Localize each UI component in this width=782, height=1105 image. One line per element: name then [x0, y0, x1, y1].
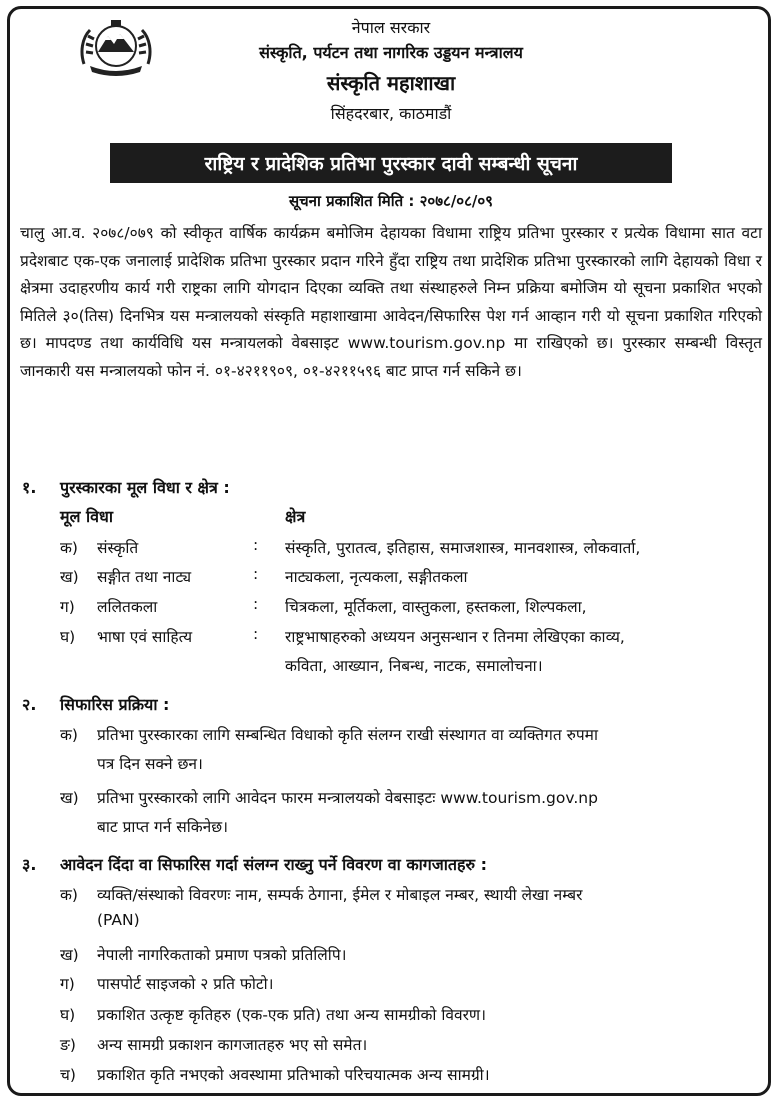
- row-field-continued: कविता, आख्यान, निबन्ध, नाटक, समालोचना।: [285, 657, 543, 675]
- section-number: १.: [22, 478, 37, 497]
- item-text: प्रतिभा पुरस्कारका लागि सम्बन्धित विधाको कृति संलग्न राखी संस्थागत वा व्यक्तिगत रुपमा: [97, 726, 598, 744]
- row-field: नाट्यकला, नृत्यकला, सङ्गीतकला: [285, 568, 468, 586]
- item-text: अन्य सामग्री प्रकाशन कागजातहरु भए सो समेत।: [97, 1036, 368, 1054]
- header-address: सिंहदरबार, काठमाडौं: [330, 104, 452, 123]
- header-ministry: संस्कृति, पर्यटन तथा नागरिक उड्डयन मन्त्रालय: [259, 43, 523, 62]
- row-key: ग): [60, 598, 75, 616]
- column-header-genre: मूल विधा: [60, 507, 114, 526]
- item-key: क): [60, 886, 78, 904]
- published-date: सूचना प्रकाशित मिति : २०७८/०८/०९: [289, 192, 493, 210]
- section-heading: आवेदन दिंदा वा सिफारिस गर्दा संलग्न राख्नु पर्ने विवरण वा कागजातहरु :: [60, 855, 487, 874]
- section-number: ३.: [22, 855, 37, 874]
- row-key: क): [60, 539, 78, 557]
- row-colon: :: [253, 595, 259, 613]
- item-text: व्यक्ति/संस्थाको विवरणः नाम, सम्पर्क ठेगाना, ईमेल र मोबाइल नम्बर, स्थायी लेखा नम्बर: [97, 886, 583, 904]
- row-colon: :: [253, 625, 259, 643]
- item-key: घ): [60, 1006, 76, 1024]
- row-genre: सङ्गीत तथा नाट्य: [97, 568, 192, 586]
- item-text: प्रतिभा पुरस्कारको लागि आवेदन फारम मन्त्रालयको वेबसाइटः www.tourism.gov.np: [97, 789, 598, 807]
- header-government: नेपाल सरकार: [351, 18, 431, 37]
- item-key: ख): [60, 789, 79, 807]
- row-field: राष्ट्रभाषाहरुको अध्ययन अनुसन्धान र तिनमा लेखिएका काव्य,: [285, 628, 625, 646]
- row-genre: संस्कृति: [97, 539, 139, 557]
- item-key: च): [60, 1066, 76, 1084]
- section-number: २.: [22, 695, 37, 714]
- item-text: प्रकाशित उत्कृष्ट कृतिहरु (एक-एक प्रति) तथा अन्य सामग्रीको विवरण।: [97, 1006, 487, 1024]
- item-text-continued: बाट प्राप्त गर्न सकिनेछ।: [97, 818, 228, 836]
- row-field: संस्कृति, पुरातत्व, इतिहास, समाजशास्त्र, मानवशास्त्र, लोकवार्ता,: [285, 539, 641, 557]
- row-genre: ललितकला: [97, 598, 158, 616]
- item-key: ग): [60, 975, 75, 993]
- item-text: प्रकाशित कृति नभएको अवस्थामा प्रतिभाको परिचयात्मक अन्य सामग्री।: [97, 1066, 490, 1084]
- row-colon: :: [253, 536, 259, 554]
- item-text-continued: पत्र दिन सक्ने छन।: [97, 755, 203, 773]
- item-text: नेपाली नागरिकताको प्रमाण पत्रको प्रतिलिपि।: [97, 946, 347, 964]
- notice-title: राष्ट्रिय र प्रादेशिक प्रतिभा पुरस्कार दावी सम्बन्धी सूचना: [110, 143, 672, 183]
- section-heading: पुरस्कारका मूल विधा र क्षेत्र :: [60, 478, 230, 497]
- row-key: ख): [60, 568, 79, 586]
- column-header-field: क्षेत्र: [285, 507, 306, 526]
- row-key: घ): [60, 628, 76, 646]
- header-division: संस्कृति महाशाखा: [326, 71, 456, 95]
- item-key: ङ): [60, 1036, 76, 1054]
- section-heading: सिफारिस प्रक्रिया :: [60, 695, 170, 714]
- item-text-continued: (PAN): [97, 911, 140, 929]
- row-genre: भाषा एवं साहित्य: [97, 628, 193, 646]
- row-field: चित्रकला, मूर्तिकला, वास्तुकला, हस्तकला, शिल्पकला,: [285, 598, 587, 616]
- row-colon: :: [253, 565, 259, 583]
- intro-paragraph: चालु आ.व. २०७८/०७९ को स्वीकृत वार्षिक कार्यक्रम बमोजिम देहायका विधामा राष्ट्रिय प्रतिभा पुरस्कार र प्रत्येक विधामा सात वटा प्रदेशबाट एक-एक जनालाई प्रादेशिक प्रतिभा पुरस्कार प्रदान गरिने हुँदा राष्ट्रिय तथा प्रादेशिक प्रतिभा पुरस्कारको लागि देहायको विधा र क्षेत्रमा उदाहरणीय कार्य गरी राष्ट्रका लागि योगदान दिएका व्यक्ति तथा संस्थाहरुले निम्न प्रक्रिया बमोजिम यो सूचना प्रकाशित भएको मितिले ३०(तिस) दिनभित्र यस मन्त्रालयको संस्कृति महाशाखामा आवेदन/सिफारिस पेश गर्न आव्हान गरी यो सूचना प्रकाशित गरिएको छ। मापदण्ड तथा कार्यविधि यस मन्त्रायलको वेबसाइट www.tourism.gov.np मा राखिएको छ। पुरस्कार सम्बन्धी विस्तृत जानकारी यस मन्त्रालयको फोन नं. ०१-४२११९०९, ०१-४२११५९६ बाट प्राप्त गर्न सकिने छ।: [20, 224, 762, 380]
- item-key: ख): [60, 946, 79, 964]
- item-text: पासपोर्ट साइजको २ प्रति फोटो।: [97, 975, 274, 993]
- item-key: क): [60, 726, 78, 744]
